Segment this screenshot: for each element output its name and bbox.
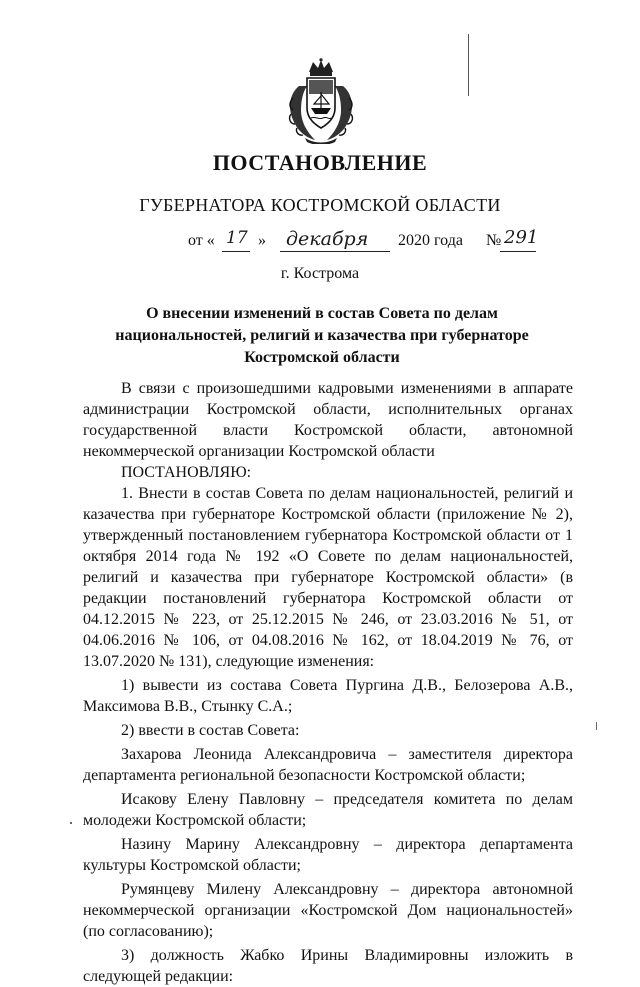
paragraph: 3) должность Жабко Ирины Владимировны изложить в следующей редакции: xyxy=(83,947,573,985)
number-label: № xyxy=(486,232,502,249)
date-prefix: от « xyxy=(188,232,215,249)
paragraph: 1) вывести из состава Совета Пургина Д.В., Белозерова А.В., Максимова В.В., Стынку С.А.; xyxy=(83,677,573,715)
month-underline xyxy=(280,251,390,252)
paragraph: 2) ввести в состав Совета: xyxy=(121,722,300,739)
date-month: декабря xyxy=(286,228,369,250)
city: г. Кострома xyxy=(280,265,360,282)
document-body xyxy=(83,378,573,987)
date-day: 17 xyxy=(226,228,248,248)
paragraph: Исакову Елену Павловну – председателя комитета по делам молодежи Костромской области; xyxy=(83,791,573,829)
paragraph: ПОСТАНОВЛЯЮ: xyxy=(121,464,252,481)
scan-artifact-tick xyxy=(596,722,597,730)
document-number: 291 xyxy=(504,227,539,248)
paragraph: Захарова Леонида Александровича – заместителя директора департамента региональной безопасности Костромской области; xyxy=(83,746,573,784)
coat-of-arms-icon xyxy=(285,58,357,144)
paragraph: Румянцеву Милену Александровну – директора автономной некоммерческой организации «Костромской Дом национальностей» (по согласованию); xyxy=(83,881,573,940)
scan-artifact-dot xyxy=(70,822,72,824)
paragraph: 1. Внести в состав Совета по делам национальностей, религий и казачества при губернаторе Костромской области (приложение № 2), утвержденный постановлением губернатора Костромской области от 1 октября 2014 года № 192 «О Совете по делам национальностей, религий и казачества при губернаторе Костромской области» (в редакции постановлений губернатора Костромской области от 04.12.2015 № 223, от 25.12.2015 № 246, от 23.03.2016 № 51, от 04.06.2016 № 106, от 04.08.2016 № 162, от 18.04.2019 № 76, от 13.07.2020 № 131), следующие изменения: xyxy=(83,485,573,670)
date-year: 2020 года xyxy=(398,232,463,249)
date-close-quote: » xyxy=(258,232,266,249)
document-subtitle: ГУБЕРНАТОРА КОСТРОМСКОЙ ОБЛАСТИ xyxy=(139,195,501,215)
scan-artifact-line xyxy=(468,34,469,96)
number-underline xyxy=(500,251,536,252)
day-underline xyxy=(222,251,250,252)
paragraph: Назину Марину Александровну – директора департамента культуры Костромской области; xyxy=(83,836,573,874)
resolution-heading: О внесении изменений в состав Совета по делам национальностей, религий и казачества при губернаторе Костромской области xyxy=(115,305,529,366)
document-title: ПОСТАНОВЛЕНИЕ xyxy=(212,150,428,175)
paragraph: В связи с произошедшими кадровыми изменениями в аппарате администрации Костромской области, исполнительных органах государственной власти Костромской области, автономной некоммерческой организации Костромской области xyxy=(83,380,573,460)
